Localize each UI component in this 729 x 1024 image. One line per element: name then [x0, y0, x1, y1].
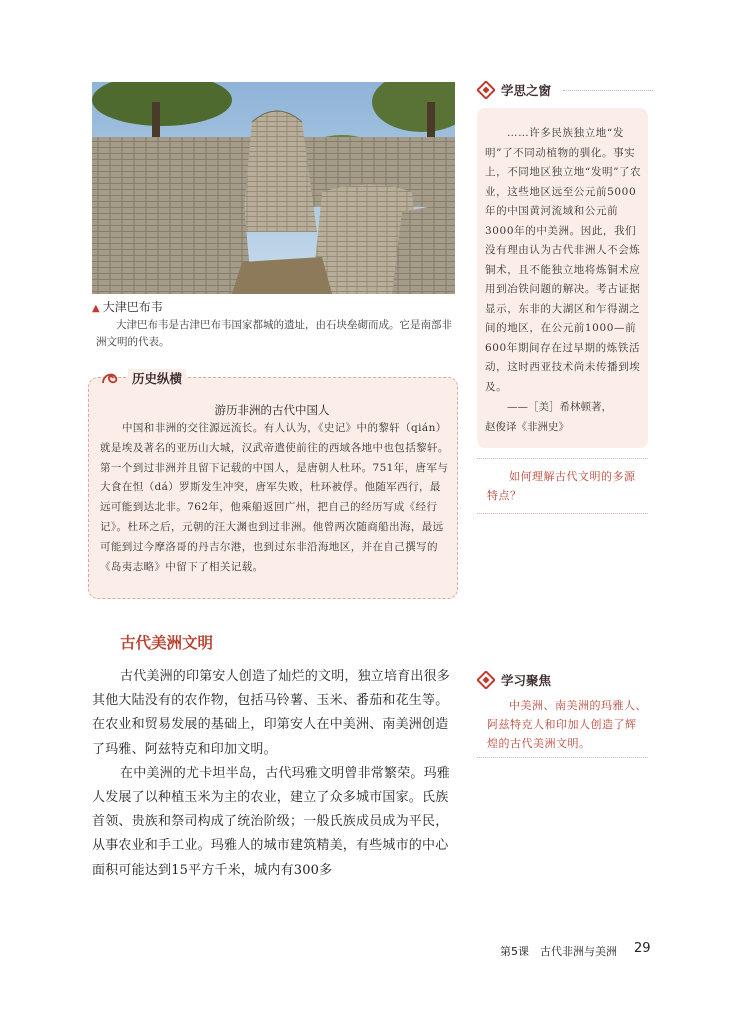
- focus-header: [477, 670, 551, 690]
- think-header: [477, 80, 653, 100]
- history-box-label: 历史纵横: [128, 369, 186, 387]
- main-text: [92, 665, 458, 883]
- great-zimbabwe-photo: [92, 82, 455, 294]
- think-paragraph: ……许多民族独立地“发明”了不同动植物的驯化。事实上，不同地区独立地“发明”了农业，这些地区远至公元前5000年的中国黄河流域和公元前3000年的中美洲。因此，我们没有理由认为古代非洲人不会炼铜术，且不能独立地将炼铜术应用到冶铁问题的解决。考古证据显示，东非的大湖区和乍得湖之间的地区，在公元前1000—前600年期间存在过早期的炼铁活动，这时西亚技术尚未传播到埃及。: [485, 127, 642, 393]
- figure-title: [92, 298, 163, 315]
- divider: [477, 458, 648, 459]
- think-source-book: 赵俊译《非洲史》: [485, 420, 569, 433]
- diamond-knot-icon: [477, 671, 495, 689]
- history-box-header: [100, 368, 186, 388]
- focus-label: 学习聚焦: [501, 673, 552, 688]
- divider: [477, 513, 648, 514]
- history-box-body: [100, 419, 450, 577]
- triangle-icon: ▲: [92, 303, 100, 314]
- think-source-author: ——［美］希林顿著，: [507, 401, 612, 413]
- history-box-paragraph: 中国和非洲的交往源远流长。有人认为，《史记》中的黎轩（qián）就是埃及著名的亚历山大城，汉武帝遣使前往的西域各地中也包括黎轩。第一个到过非洲并且留下记载的中国人，是唐朝人杜环。751年，唐军与大食在怛（dá）罗斯发生冲突，唐军失败，杜环被俘。他随军西行，最远可能到达北非。762年，他乘船返回广州，把自己的经历写成《经行记》。杜环之后，元朝的汪大渊也到过非洲。他曾两次随商船出海，最远可能到过今摩洛哥的丹吉尔港，也到过东非沿海地区，并在自己撰写的《岛夷志略》中留下了相关记载。: [100, 422, 449, 573]
- main-paragraph-1: 古代美洲的印第安人创造了灿烂的文明，独立培育出很多其他大陆没有的农作物，包括马铃薯、玉米、番茄和花生等。在农业和贸易发展的基础上，印第安人在中美洲、南美洲创造了玛雅、阿兹特克和印加文明。: [92, 669, 451, 757]
- section-title: 古代美洲文明: [120, 634, 214, 652]
- think-source: [485, 398, 641, 437]
- figure-caption: 大津巴布韦是古津巴布韦国家都城的遗址，由石块垒砌而成。它是南部非洲文明的代表。: [96, 319, 452, 348]
- header-rule: [563, 90, 653, 91]
- swirl-icon: [100, 370, 122, 386]
- think-question: 如何理解古代文明的多源特点？: [487, 470, 636, 502]
- think-label: 学思之窗: [501, 83, 552, 98]
- think-body: [485, 124, 643, 397]
- page-number: 29: [634, 941, 651, 956]
- diamond-knot-icon: [477, 81, 495, 99]
- divider: [477, 757, 648, 758]
- focus-text: 中美洲、南美洲的玛雅人、阿兹特克人和印加人创造了辉煌的古代美洲文明。: [487, 699, 647, 750]
- footer-lesson: 第5课 古代非洲与美洲: [500, 945, 617, 958]
- figure-title-text: 大津巴布韦: [102, 300, 163, 314]
- main-paragraph-2: 在中美洲的尤卡坦半岛，古代玛雅文明曾非常繁荣。玛雅人发展了以种植玉米为主的农业，建立了众多城市国家。氏族首领、贵族和祭司构成了统治阶级；一般氏族成员成为平民，从事农业和手工业。玛雅人的城市建筑精美，有些城市的中心面积可能达到15平方千米，城内有300多: [92, 765, 451, 878]
- history-box-title: 游历非洲的古代中国人: [214, 403, 330, 417]
